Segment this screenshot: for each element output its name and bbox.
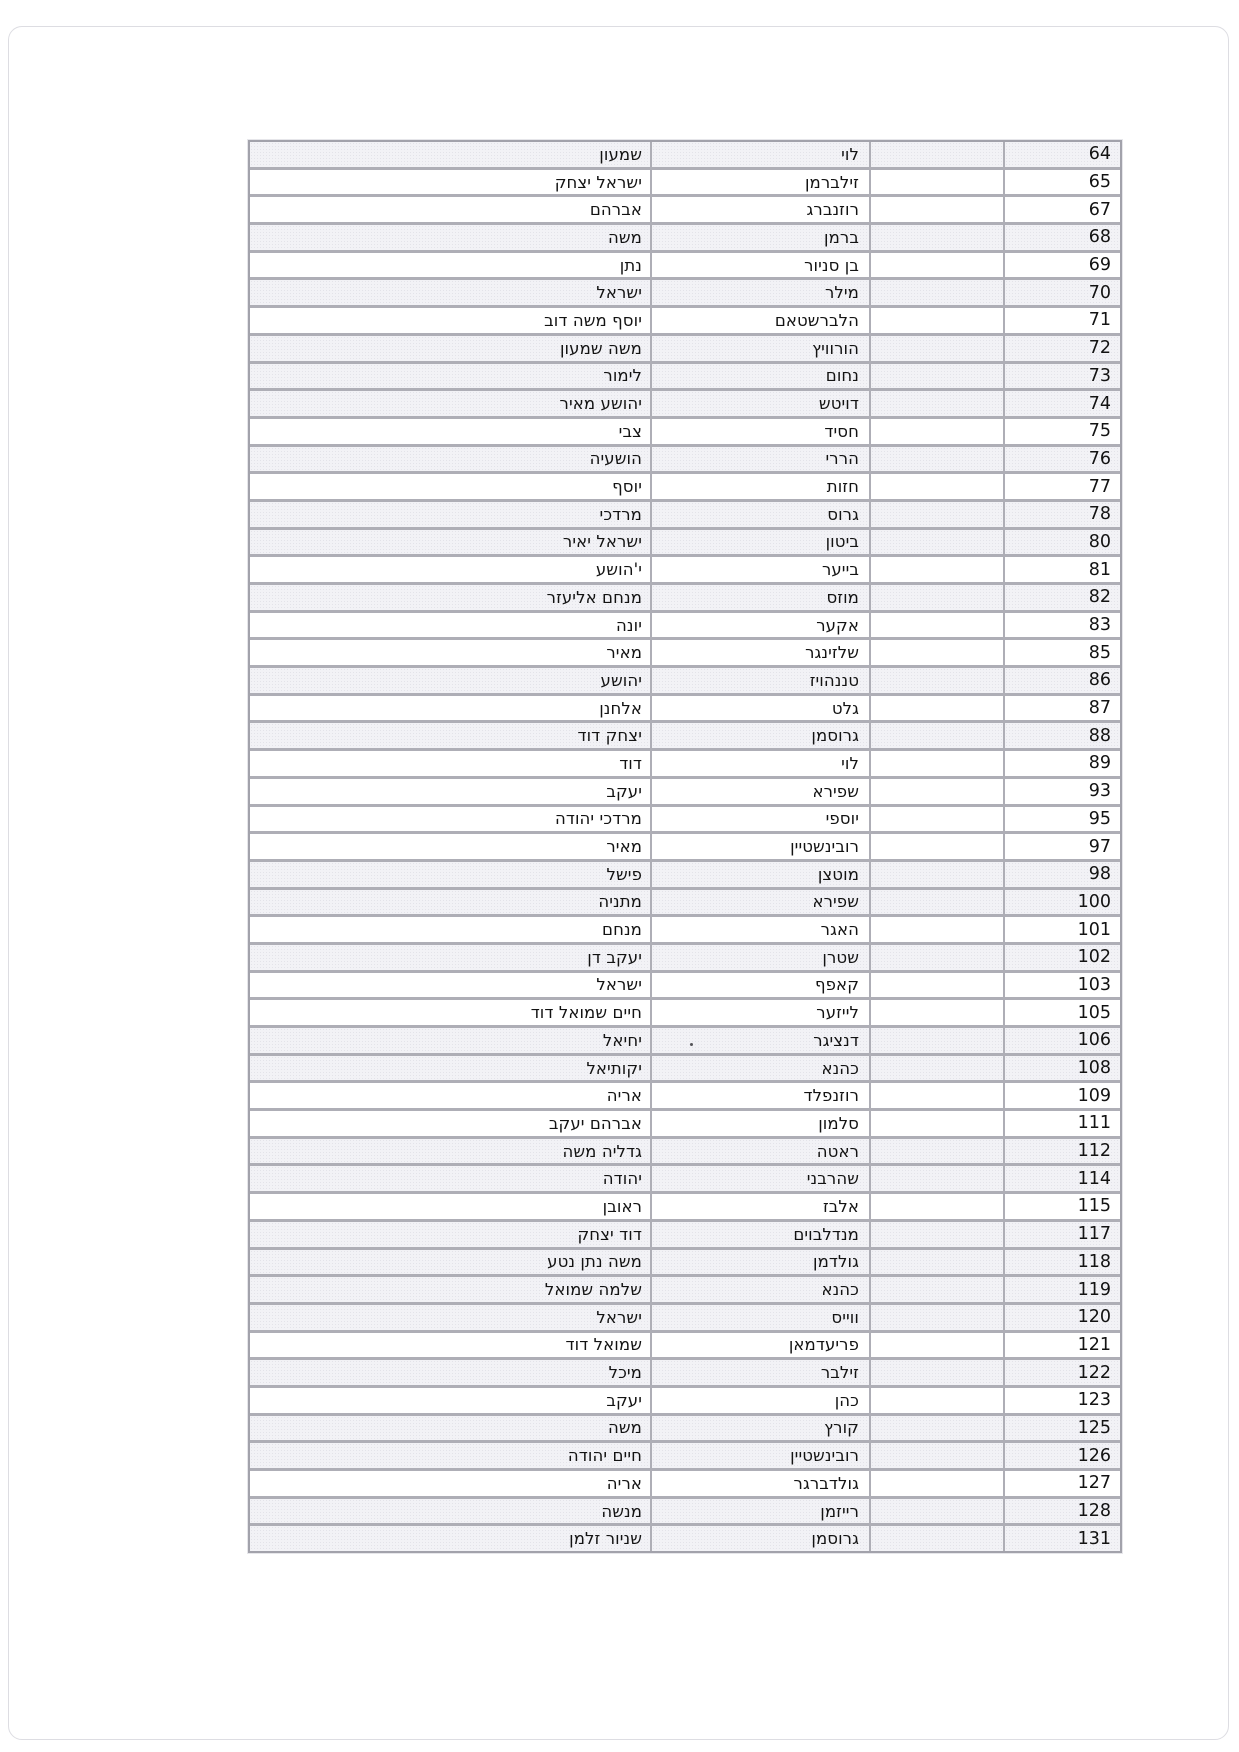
table-row	[250, 530, 1120, 555]
surname-cell: כהנא	[652, 1056, 869, 1081]
empty-cell	[871, 1194, 1003, 1219]
number-cell: 87	[1005, 696, 1120, 721]
first-name-cell: לימור	[250, 364, 650, 389]
number-cell: 65	[1005, 170, 1120, 195]
empty-cell	[871, 1333, 1003, 1358]
first-name-cell: יעקב	[250, 1388, 650, 1413]
empty-cell	[871, 419, 1003, 444]
first-name-cell: ישראל יאיר	[250, 530, 650, 555]
surname-cell: מוזס	[652, 585, 869, 610]
empty-cell	[871, 585, 1003, 610]
first-name-cell: חיים יהודה	[250, 1443, 650, 1468]
first-name-cell: יהושע מאיר	[250, 391, 650, 416]
table-row	[250, 1388, 1120, 1413]
surname-cell: לוי	[652, 142, 869, 167]
first-name-cell: יהושע	[250, 668, 650, 693]
table-row	[250, 1222, 1120, 1247]
number-cell: 74	[1005, 391, 1120, 416]
table-row	[250, 419, 1120, 444]
first-name-cell: מרדכי יהודה	[250, 807, 650, 832]
number-cell: 111	[1005, 1111, 1120, 1136]
surname-cell: כהנא	[652, 1277, 869, 1302]
number-cell: 119	[1005, 1277, 1120, 1302]
number-cell: 85	[1005, 640, 1120, 665]
first-name-cell: מנשה	[250, 1499, 650, 1524]
table-row	[250, 973, 1120, 998]
empty-cell	[871, 1000, 1003, 1025]
number-cell: 126	[1005, 1443, 1120, 1468]
surname-cell: האגר	[652, 917, 869, 942]
empty-cell	[871, 1416, 1003, 1441]
surname-cell: הורוויץ	[652, 336, 869, 361]
first-name-cell: מיכל	[250, 1360, 650, 1385]
table-row	[250, 308, 1120, 333]
first-name-cell: מאיר	[250, 640, 650, 665]
empty-cell	[871, 364, 1003, 389]
empty-cell	[871, 1056, 1003, 1081]
first-name-cell: ישראל	[250, 973, 650, 998]
table-row	[250, 640, 1120, 665]
table-row	[250, 557, 1120, 582]
empty-cell	[871, 723, 1003, 748]
first-name-cell: ישראל	[250, 280, 650, 305]
table-row	[250, 862, 1120, 887]
surname-cell: רובינשטיין	[652, 834, 869, 859]
number-cell: 83	[1005, 613, 1120, 638]
table-row	[250, 502, 1120, 527]
empty-cell	[871, 917, 1003, 942]
empty-cell	[871, 1222, 1003, 1247]
table-row	[250, 1471, 1120, 1496]
surname-cell: גלט	[652, 696, 869, 721]
empty-cell	[871, 1499, 1003, 1524]
number-cell: 70	[1005, 280, 1120, 305]
first-name-cell: יקותיאל	[250, 1056, 650, 1081]
surname-cell: פריעדמאן	[652, 1333, 869, 1358]
table-row	[250, 1416, 1120, 1441]
number-cell: 76	[1005, 447, 1120, 472]
number-cell: 102	[1005, 945, 1120, 970]
table-row	[250, 253, 1120, 278]
empty-cell	[871, 696, 1003, 721]
table-row	[250, 751, 1120, 776]
first-name-cell: משה	[250, 1416, 650, 1441]
surname-cell: מנדלבוים	[652, 1222, 869, 1247]
surname-cell: רייזמן	[652, 1499, 869, 1524]
number-cell: 101	[1005, 917, 1120, 942]
number-cell: 118	[1005, 1250, 1120, 1275]
empty-cell	[871, 1139, 1003, 1164]
table-row	[250, 613, 1120, 638]
first-name-cell: ראובן	[250, 1194, 650, 1219]
first-name-cell: יוסף	[250, 474, 650, 499]
first-name-cell: מנחם	[250, 917, 650, 942]
table-row	[250, 917, 1120, 942]
first-name-cell: הושעיה	[250, 447, 650, 472]
empty-cell	[871, 668, 1003, 693]
first-name-cell: יהודה	[250, 1166, 650, 1191]
table-row	[250, 1028, 1120, 1053]
empty-cell	[871, 862, 1003, 887]
surname-cell: רוזנברג	[652, 197, 869, 222]
number-cell: 100	[1005, 890, 1120, 915]
surname-cell: זילבר	[652, 1360, 869, 1385]
empty-cell	[871, 142, 1003, 167]
surname-cell: גולדמן	[652, 1250, 869, 1275]
table-row	[250, 696, 1120, 721]
number-cell: 98	[1005, 862, 1120, 887]
number-cell: 93	[1005, 779, 1120, 804]
empty-cell	[871, 336, 1003, 361]
empty-cell	[871, 225, 1003, 250]
first-name-cell: דוד יצחק	[250, 1222, 650, 1247]
first-name-cell: ישראל	[250, 1305, 650, 1330]
surname-cell: קורץ	[652, 1416, 869, 1441]
table-row	[250, 280, 1120, 305]
empty-cell	[871, 1277, 1003, 1302]
surname-cell: גרוסמן	[652, 723, 869, 748]
number-cell: 121	[1005, 1333, 1120, 1358]
empty-cell	[871, 779, 1003, 804]
surname-cell: שהרבני	[652, 1166, 869, 1191]
first-name-cell: יצחק דוד	[250, 723, 650, 748]
empty-cell	[871, 834, 1003, 859]
surname-cell: יוספי	[652, 807, 869, 832]
table-row	[250, 945, 1120, 970]
table-row	[250, 197, 1120, 222]
table-row	[250, 1360, 1120, 1385]
surname-cell: הלברשטאם	[652, 308, 869, 333]
surname-cell: כהן	[652, 1388, 869, 1413]
empty-cell	[871, 1388, 1003, 1413]
number-cell: 115	[1005, 1194, 1120, 1219]
surname-cell: דויטש	[652, 391, 869, 416]
number-cell: 72	[1005, 336, 1120, 361]
first-name-cell: אברהם יעקב	[250, 1111, 650, 1136]
table-row	[250, 1056, 1120, 1081]
table-row	[250, 447, 1120, 472]
empty-cell	[871, 1250, 1003, 1275]
table-row	[250, 585, 1120, 610]
first-name-cell: יחיאל	[250, 1028, 650, 1053]
number-cell: 122	[1005, 1360, 1120, 1385]
number-cell: 71	[1005, 308, 1120, 333]
first-name-cell: חיים שמואל דוד	[250, 1000, 650, 1025]
surname-cell: לייזער	[652, 1000, 869, 1025]
table-row	[250, 807, 1120, 832]
number-cell: 95	[1005, 807, 1120, 832]
table-row	[250, 364, 1120, 389]
surname-cell: גרוס	[652, 502, 869, 527]
surname-cell: קאפף	[652, 973, 869, 998]
number-cell: 69	[1005, 253, 1120, 278]
number-cell: 106	[1005, 1028, 1120, 1053]
number-cell: 80	[1005, 530, 1120, 555]
table-row	[250, 1000, 1120, 1025]
surname-cell: בייער	[652, 557, 869, 582]
surname-cell: נחום	[652, 364, 869, 389]
empty-cell	[871, 280, 1003, 305]
surname-cell: שלזינגר	[652, 640, 869, 665]
surname-cell: מוטצן	[652, 862, 869, 887]
empty-cell	[871, 1443, 1003, 1468]
empty-cell	[871, 530, 1003, 555]
number-cell: 89	[1005, 751, 1120, 776]
surname-cell: חסיד	[652, 419, 869, 444]
number-cell: 88	[1005, 723, 1120, 748]
number-cell: 128	[1005, 1499, 1120, 1524]
surname-cell: מילר	[652, 280, 869, 305]
number-cell: 86	[1005, 668, 1120, 693]
table-row	[250, 1499, 1120, 1524]
number-cell: 120	[1005, 1305, 1120, 1330]
number-cell: 73	[1005, 364, 1120, 389]
first-name-cell: משה שמעון	[250, 336, 650, 361]
first-name-cell: צבי	[250, 419, 650, 444]
table-row	[250, 1443, 1120, 1468]
number-cell: 117	[1005, 1222, 1120, 1247]
table-row	[250, 668, 1120, 693]
first-name-cell: יעקב דן	[250, 945, 650, 970]
table-row	[250, 170, 1120, 195]
number-cell: 97	[1005, 834, 1120, 859]
empty-cell	[871, 1111, 1003, 1136]
empty-cell	[871, 890, 1003, 915]
empty-cell	[871, 973, 1003, 998]
table-row	[250, 1305, 1120, 1330]
first-name-cell: פישל	[250, 862, 650, 887]
table-row	[250, 1333, 1120, 1358]
empty-cell	[871, 613, 1003, 638]
surname-cell: שפירא	[652, 779, 869, 804]
first-name-cell: י'הושע	[250, 557, 650, 582]
surname-cell: אלבז	[652, 1194, 869, 1219]
first-name-cell: אריה	[250, 1083, 650, 1108]
number-cell: 78	[1005, 502, 1120, 527]
number-cell: 68	[1005, 225, 1120, 250]
surname-cell: ברמן	[652, 225, 869, 250]
first-name-cell: יונה	[250, 613, 650, 638]
number-cell: 114	[1005, 1166, 1120, 1191]
surname-cell: רוזנפלד	[652, 1083, 869, 1108]
number-cell: 125	[1005, 1416, 1120, 1441]
first-name-cell: משה נתן נטע	[250, 1250, 650, 1275]
first-name-cell: גדליה משה	[250, 1139, 650, 1164]
empty-cell	[871, 640, 1003, 665]
table-row	[250, 834, 1120, 859]
empty-cell	[871, 1028, 1003, 1053]
surname-cell: גרוסמן	[652, 1526, 869, 1551]
number-cell: 64	[1005, 142, 1120, 167]
number-cell: 77	[1005, 474, 1120, 499]
surname-cell: סלמון	[652, 1111, 869, 1136]
number-cell: 109	[1005, 1083, 1120, 1108]
empty-cell	[871, 391, 1003, 416]
first-name-cell: שניור זלמן	[250, 1526, 650, 1551]
empty-cell	[871, 502, 1003, 527]
number-cell: 82	[1005, 585, 1120, 610]
table-row	[250, 1166, 1120, 1191]
empty-cell	[871, 1526, 1003, 1551]
table-row	[250, 336, 1120, 361]
number-cell: 67	[1005, 197, 1120, 222]
surname-cell: זילברמן	[652, 170, 869, 195]
surname-cell: לוי	[652, 751, 869, 776]
empty-cell	[871, 1083, 1003, 1108]
first-name-cell: מאיר	[250, 834, 650, 859]
table-row	[250, 723, 1120, 748]
number-cell: 127	[1005, 1471, 1120, 1496]
first-name-cell: אלחנן	[250, 696, 650, 721]
number-cell: 81	[1005, 557, 1120, 582]
empty-cell	[871, 474, 1003, 499]
first-name-cell: מתניה	[250, 890, 650, 915]
first-name-cell: מרדכי	[250, 502, 650, 527]
table-row	[250, 890, 1120, 915]
first-name-cell: יוסף משה דוב	[250, 308, 650, 333]
surname-cell: שטרן	[652, 945, 869, 970]
empty-cell	[871, 253, 1003, 278]
empty-cell	[871, 197, 1003, 222]
empty-cell	[871, 1471, 1003, 1496]
empty-cell	[871, 945, 1003, 970]
empty-cell	[871, 308, 1003, 333]
table-row	[250, 391, 1120, 416]
table-row	[250, 1526, 1120, 1551]
number-cell: 108	[1005, 1056, 1120, 1081]
table-row	[250, 474, 1120, 499]
table-row	[250, 142, 1120, 167]
table-row	[250, 1194, 1120, 1219]
number-cell: 103	[1005, 973, 1120, 998]
surname-cell: בן סניור	[652, 253, 869, 278]
surname-cell: שפירא	[652, 890, 869, 915]
surname-cell: גולדברגר	[652, 1471, 869, 1496]
surname-cell: טננהויז	[652, 668, 869, 693]
first-name-cell: שמואל דוד	[250, 1333, 650, 1358]
empty-cell	[871, 170, 1003, 195]
table-row	[250, 1139, 1120, 1164]
table-row	[250, 1111, 1120, 1136]
number-cell: 105	[1005, 1000, 1120, 1025]
first-name-cell: שלמה שמואל	[250, 1277, 650, 1302]
first-name-cell: יעקב	[250, 779, 650, 804]
empty-cell	[871, 557, 1003, 582]
table-row	[250, 1250, 1120, 1275]
surname-cell: דנציגר	[652, 1028, 869, 1053]
number-cell: 112	[1005, 1139, 1120, 1164]
number-cell: 123	[1005, 1388, 1120, 1413]
empty-cell	[871, 751, 1003, 776]
first-name-cell: מנחם אליעזר	[250, 585, 650, 610]
table-row	[250, 1083, 1120, 1108]
surname-cell: חזות	[652, 474, 869, 499]
table-row	[250, 1277, 1120, 1302]
table-row	[250, 225, 1120, 250]
first-name-cell: משה	[250, 225, 650, 250]
number-cell: 131	[1005, 1526, 1120, 1551]
scan-speck	[690, 1043, 693, 1046]
table-row	[250, 779, 1120, 804]
surname-cell: ראטה	[652, 1139, 869, 1164]
empty-cell	[871, 807, 1003, 832]
surname-cell: ווייס	[652, 1305, 869, 1330]
empty-cell	[871, 1360, 1003, 1385]
roster-table	[248, 140, 1122, 1553]
first-name-cell: נתן	[250, 253, 650, 278]
surname-cell: רובינשטיין	[652, 1443, 869, 1468]
surname-cell: אקער	[652, 613, 869, 638]
first-name-cell: ישראל יצחק	[250, 170, 650, 195]
first-name-cell: דוד	[250, 751, 650, 776]
empty-cell	[871, 1305, 1003, 1330]
empty-cell	[871, 447, 1003, 472]
first-name-cell: אריה	[250, 1471, 650, 1496]
surname-cell: ביטון	[652, 530, 869, 555]
number-cell: 75	[1005, 419, 1120, 444]
empty-cell	[871, 1166, 1003, 1191]
surname-cell: הררי	[652, 447, 869, 472]
first-name-cell: שמעון	[250, 142, 650, 167]
first-name-cell: אברהם	[250, 197, 650, 222]
